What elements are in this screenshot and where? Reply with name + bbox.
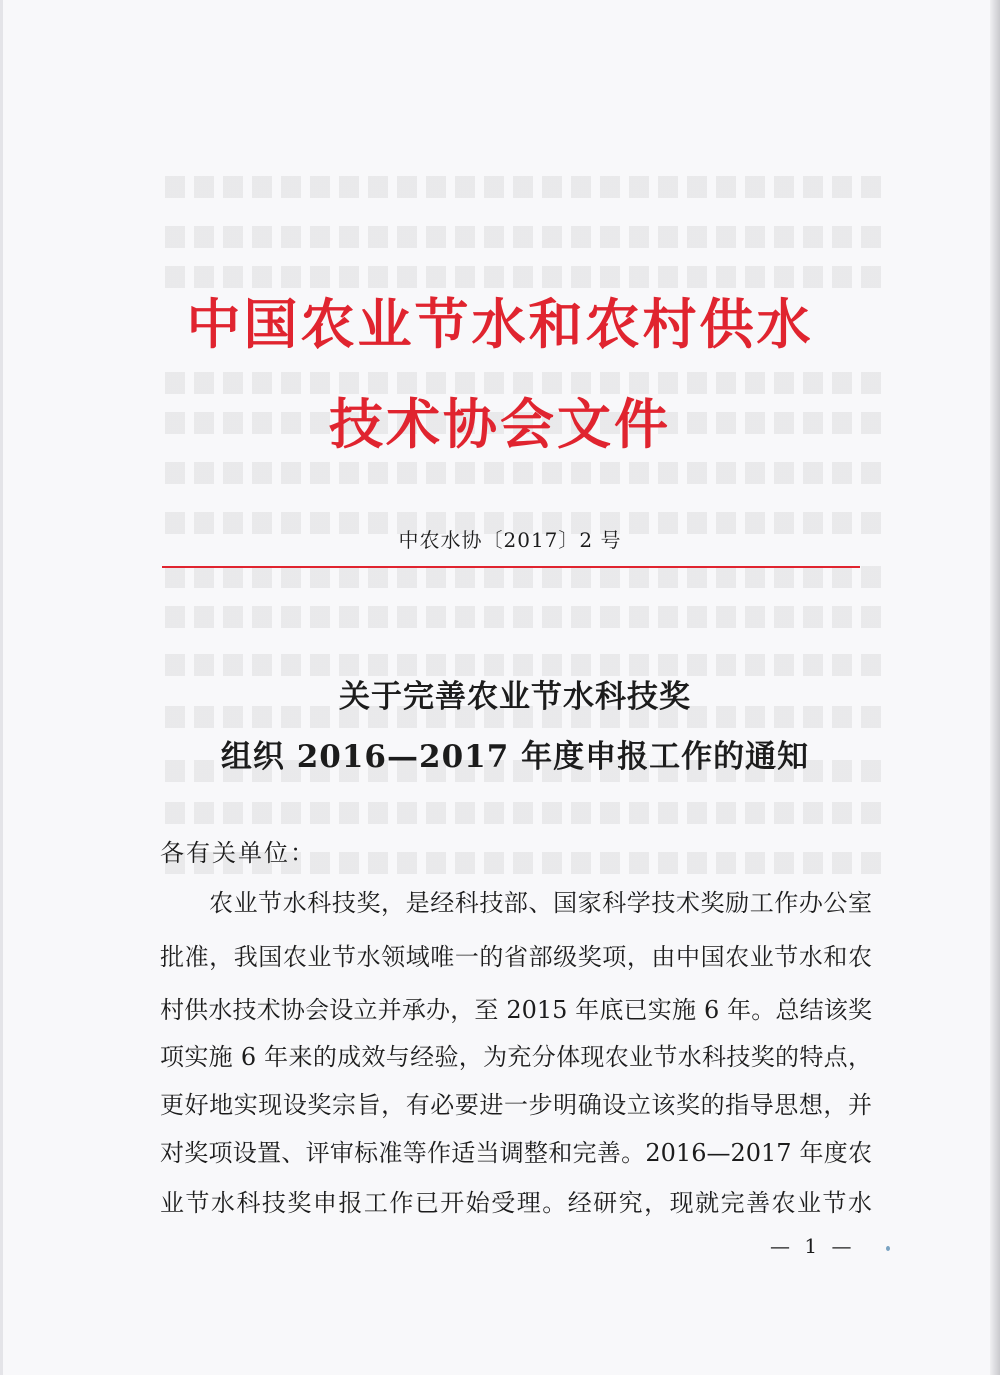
page-number: — 1 —	[770, 1234, 856, 1258]
body-line: 农业节水科技奖，是经科技部、国家科学技术奖励工作办公室	[209, 889, 872, 917]
body-line: 对奖项设置、评审标准等作适当调整和完善。2016—2017 年度农	[160, 1139, 872, 1167]
bleed-through-mark	[165, 226, 885, 248]
bleed-through-mark	[165, 566, 885, 588]
red-divider	[162, 566, 860, 568]
body-line: 村供水技术协会设立并承办，至 2015 年底已实施 6 年。总结该奖	[160, 996, 872, 1024]
scan-speck	[886, 1246, 890, 1251]
issuer-header-line2: 技术协会文件	[329, 392, 671, 456]
body-line: 批准，我国农业节水领域唯一的省部级奖项，由中国农业节水和农	[160, 943, 872, 971]
body-line: 项实施 6 年来的成效与经验，为充分体现农业节水科技奖的特点，	[160, 1043, 872, 1071]
bleed-through-mark	[165, 462, 885, 484]
bleed-through-mark	[165, 176, 885, 198]
body-line: 业节水科技奖申报工作已开始受理。经研究，现就完善农业节水	[160, 1189, 872, 1217]
scan-edge-left	[0, 0, 3, 1375]
bleed-through-mark	[165, 606, 885, 628]
document-number: 中农水协〔2017〕2 号	[398, 528, 622, 552]
bleed-through-mark	[165, 802, 885, 824]
scan-edge-right	[990, 0, 1000, 1375]
issuer-header-line1: 中国农业节水和农村供水	[186, 292, 814, 356]
notice-title-line1: 关于完善农业节水科技奖	[339, 679, 691, 715]
notice-title-line2: 组织 2016—2017 年度申报工作的通知	[220, 739, 810, 775]
salutation: 各有关单位：	[160, 839, 316, 867]
body-line: 更好地实现设奖宗旨，有必要进一步明确设立该奖的指导思想，并	[160, 1091, 872, 1119]
